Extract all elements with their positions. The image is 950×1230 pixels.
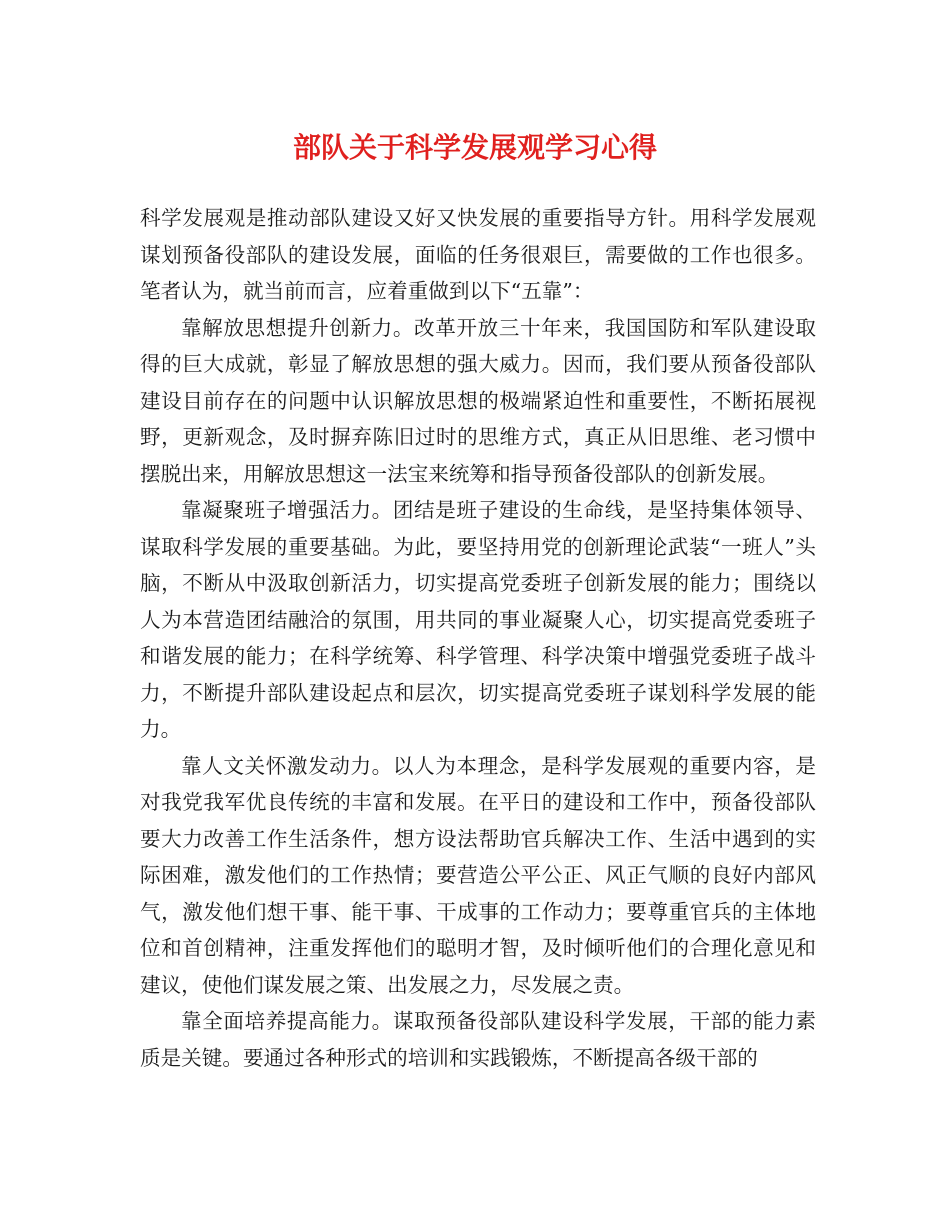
paragraph-humanistic-care: 靠人文关怀激发动力。以人为本理念，是科学发展观的重要内容，是对我党我军优良传统的丰富和发展。在平日的建设和工作中，预备役部队要大力改善工作生活条件，想方设法帮助官兵解决工作、生活中遇到的实际困难，激发他们的工作热情；要营造公平公正、风正气顺的良好内部风气，激发他们想干事、能干事、干成事的工作动力；要尊重官兵的主体地位和首创精神，注重发挥他们的聪明才智，及时倾听他们的合理化意见和建议，使他们谋发展之策、出发展之力，尽发展之责。 [140, 753, 816, 997]
paragraph-leadership-unity: 靠凝聚班子增强活力。团结是班子建设的生命线，是坚持集体领导、谋取科学发展的重要基础。为此，要坚持用党的创新理论武装“一班人”头脑，不断从中汲取创新活力，切实提高党委班子创新发展的能力；围绕以人为本营造团结融洽的氛围，用共同的事业凝聚人心，切实提高党委班子和谐发展的能力；在科学统筹、科学管理、科学决策中增强党委班子战斗力，不断提升部队建设起点和层次，切实提高党委班子谋划科学发展的能力。 [140, 498, 816, 741]
document-body [140, 200, 816, 1076]
paragraph-thought-liberation: 靠解放思想提升创新力。改革开放三十年来，我国国防和军队建设取得的巨大成就，彰显了解放思想的强大威力。因而，我们要从预备役部队建设目前存在的问题中认识解放思想的极端紧迫性和重要性，不断拓展视野，更新观念，及时摒弃陈旧过时的思维方式，真正从旧思维、老习惯中摆脱出来，用解放思想这一法宝来统筹和指导预备役部队的创新发展。 [140, 315, 816, 486]
paragraph-capability-training: 靠全面培养提高能力。谋取预备役部队建设科学发展，干部的能力素质是关键。要通过各种形式的培训和实践锻炼，不断提高各级干部的 [140, 1009, 816, 1070]
intro-paragraph: 科学发展观是推动部队建设又好又快发展的重要指导方针。用科学发展观谋划预备役部队的建设发展，面临的任务很艰巨，需要做的工作也很多。笔者认为，就当前而言，应着重做到以下“五靠”： [140, 206, 816, 303]
document-title: 部队关于科学发展观学习心得 [292, 131, 657, 164]
